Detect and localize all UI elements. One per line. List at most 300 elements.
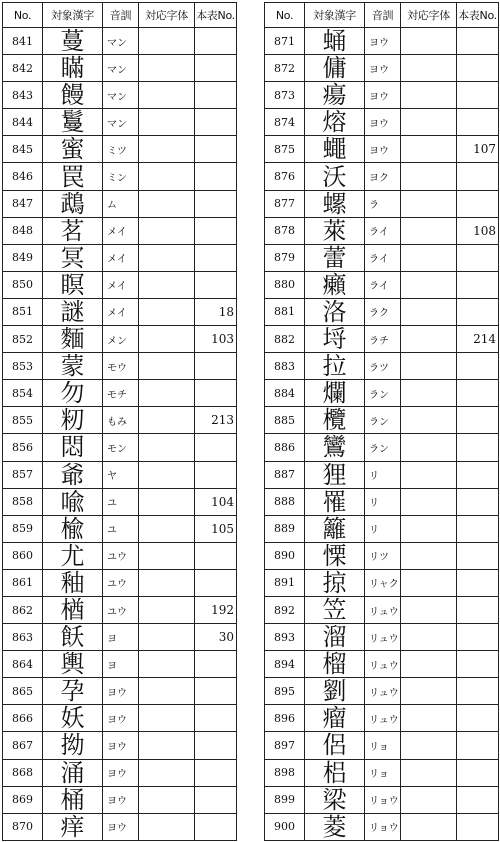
cell-no: 849 — [3, 244, 43, 271]
cell-corresponding — [401, 271, 457, 298]
cell-table-no — [195, 542, 237, 569]
cell-corresponding — [139, 569, 195, 596]
cell-kanji: 拗 — [43, 732, 103, 759]
cell-corresponding — [139, 705, 195, 732]
cell-kanji: 籬 — [305, 515, 365, 542]
cell-table-no — [195, 434, 237, 461]
cell-kanji: 鬘 — [43, 109, 103, 136]
cell-no: 898 — [265, 759, 305, 786]
table-row — [265, 380, 499, 407]
table-row — [3, 326, 237, 353]
table-row — [265, 678, 499, 705]
cell-no: 867 — [3, 732, 43, 759]
cell-corresponding — [139, 515, 195, 542]
cell-kanji: 蛹 — [305, 28, 365, 55]
cell-corresponding — [401, 28, 457, 55]
header-reading: 音訓 — [365, 3, 401, 28]
cell-corresponding — [139, 786, 195, 813]
cell-kanji: 罠 — [43, 163, 103, 190]
cell-no: 887 — [265, 461, 305, 488]
cell-kanji: 熔 — [305, 109, 365, 136]
cell-corresponding — [401, 353, 457, 380]
table-body-right — [265, 28, 499, 841]
cell-reading: リョ — [365, 732, 401, 759]
cell-reading: マン — [103, 82, 139, 109]
table-row — [265, 190, 499, 217]
cell-corresponding — [401, 759, 457, 786]
cell-table-no — [457, 624, 499, 651]
cell-table-no: 108 — [457, 217, 499, 244]
table-row — [3, 109, 237, 136]
cell-table-no — [457, 542, 499, 569]
cell-table-no — [457, 82, 499, 109]
cell-table-no — [457, 813, 499, 840]
cell-table-no — [457, 732, 499, 759]
cell-kanji: 尤 — [43, 542, 103, 569]
cell-table-no — [457, 407, 499, 434]
cell-reading: ラン — [365, 380, 401, 407]
table-row — [3, 163, 237, 190]
cell-reading: リャク — [365, 569, 401, 596]
cell-corresponding — [401, 217, 457, 244]
cell-corresponding — [401, 163, 457, 190]
cell-table-no: 18 — [195, 298, 237, 325]
cell-reading: ライ — [365, 217, 401, 244]
table-row — [265, 28, 499, 55]
cell-corresponding — [139, 326, 195, 353]
table-row — [3, 353, 237, 380]
cell-corresponding — [139, 380, 195, 407]
cell-table-no — [457, 109, 499, 136]
cell-reading: ユウ — [103, 542, 139, 569]
cell-corresponding — [401, 732, 457, 759]
table-row — [265, 542, 499, 569]
cell-kanji: 溜 — [305, 624, 365, 651]
cell-corresponding — [401, 678, 457, 705]
cell-reading: リ — [365, 515, 401, 542]
cell-reading: リュウ — [365, 651, 401, 678]
cell-reading: メン — [103, 326, 139, 353]
cell-kanji: 菱 — [305, 813, 365, 840]
table-row — [3, 461, 237, 488]
table-row — [3, 434, 237, 461]
cell-corresponding — [401, 515, 457, 542]
cell-reading: メイ — [103, 298, 139, 325]
cell-table-no — [195, 705, 237, 732]
cell-reading: リツ — [365, 542, 401, 569]
table-row — [3, 678, 237, 705]
cell-kanji: 瞞 — [43, 55, 103, 82]
cell-reading: ユ — [103, 488, 139, 515]
cell-no: 891 — [265, 569, 305, 596]
cell-kanji: 鸞 — [305, 434, 365, 461]
table-row — [265, 271, 499, 298]
cell-corresponding — [139, 488, 195, 515]
cell-table-no: 107 — [457, 136, 499, 163]
cell-no: 857 — [3, 461, 43, 488]
cell-kanji: 楡 — [43, 515, 103, 542]
cell-kanji: 萊 — [305, 217, 365, 244]
cell-reading: ミツ — [103, 136, 139, 163]
cell-kanji: 喩 — [43, 488, 103, 515]
table-row — [265, 488, 499, 515]
cell-table-no: 105 — [195, 515, 237, 542]
cell-no: 858 — [3, 488, 43, 515]
cell-no: 859 — [3, 515, 43, 542]
cell-reading: ヨ — [103, 624, 139, 651]
cell-no: 889 — [265, 515, 305, 542]
cell-no: 854 — [3, 380, 43, 407]
cell-table-no — [457, 244, 499, 271]
cell-corresponding — [401, 542, 457, 569]
cell-reading: メイ — [103, 271, 139, 298]
cell-no: 868 — [3, 759, 43, 786]
cell-kanji: 鵡 — [43, 190, 103, 217]
cell-table-no — [195, 732, 237, 759]
table-row — [3, 298, 237, 325]
cell-kanji: 螺 — [305, 190, 365, 217]
cell-reading: モウ — [103, 353, 139, 380]
cell-kanji: 痒 — [43, 813, 103, 840]
cell-kanji: 侶 — [305, 732, 365, 759]
table-body-left — [3, 28, 237, 841]
cell-no: 855 — [3, 407, 43, 434]
cell-no: 873 — [265, 82, 305, 109]
cell-no: 894 — [265, 651, 305, 678]
cell-corresponding — [401, 569, 457, 596]
cell-table-no — [457, 786, 499, 813]
cell-table-no — [457, 759, 499, 786]
cell-kanji: 蔓 — [43, 28, 103, 55]
cell-table-no — [195, 109, 237, 136]
header-table-no: 本表No. — [195, 3, 237, 28]
cell-table-no — [195, 678, 237, 705]
table-row — [3, 407, 237, 434]
cell-reading: ユウ — [103, 569, 139, 596]
cell-no: 850 — [3, 271, 43, 298]
cell-table-no — [457, 353, 499, 380]
cell-reading: メイ — [103, 217, 139, 244]
cell-table-no: 103 — [195, 326, 237, 353]
cell-no: 876 — [265, 163, 305, 190]
header-corresponding: 対応字体 — [401, 3, 457, 28]
cell-reading: リ — [365, 461, 401, 488]
cell-table-no — [457, 163, 499, 190]
cell-reading: リュウ — [365, 678, 401, 705]
cell-kanji: 榴 — [305, 651, 365, 678]
cell-corresponding — [139, 407, 195, 434]
table-row — [265, 569, 499, 596]
cell-kanji: 妖 — [43, 705, 103, 732]
table-row — [3, 28, 237, 55]
cell-table-no — [195, 82, 237, 109]
cell-kanji: 狸 — [305, 461, 365, 488]
cell-kanji: 涌 — [43, 759, 103, 786]
cell-no: 862 — [3, 596, 43, 623]
cell-corresponding — [139, 759, 195, 786]
cell-no: 866 — [3, 705, 43, 732]
table-row — [265, 515, 499, 542]
table-row — [3, 624, 237, 651]
cell-no: 865 — [3, 678, 43, 705]
cell-table-no — [195, 55, 237, 82]
cell-no: 844 — [3, 109, 43, 136]
cell-table-no: 214 — [457, 326, 499, 353]
table-row — [3, 542, 237, 569]
cell-table-no — [457, 569, 499, 596]
cell-no: 893 — [265, 624, 305, 651]
cell-corresponding — [139, 813, 195, 840]
cell-reading: モン — [103, 434, 139, 461]
cell-corresponding — [139, 136, 195, 163]
cell-corresponding — [139, 461, 195, 488]
cell-corresponding — [401, 136, 457, 163]
cell-kanji: 勿 — [43, 380, 103, 407]
table-row — [265, 651, 499, 678]
cell-corresponding — [139, 55, 195, 82]
cell-corresponding — [139, 82, 195, 109]
cell-no: 872 — [265, 55, 305, 82]
table-row — [265, 461, 499, 488]
cell-no: 860 — [3, 542, 43, 569]
table-row — [265, 55, 499, 82]
cell-reading: ライ — [365, 244, 401, 271]
table-row — [3, 759, 237, 786]
table-row — [265, 434, 499, 461]
cell-no: 880 — [265, 271, 305, 298]
header-no: No. — [3, 3, 43, 28]
cell-table-no — [195, 190, 237, 217]
table-row — [265, 109, 499, 136]
cell-no: 851 — [3, 298, 43, 325]
cell-kanji: 梠 — [305, 759, 365, 786]
kanji-table-right — [264, 2, 499, 841]
cell-reading: リュウ — [365, 624, 401, 651]
table-row — [3, 380, 237, 407]
cell-kanji: 麵 — [43, 326, 103, 353]
cell-reading: ユウ — [103, 596, 139, 623]
cell-no: 888 — [265, 488, 305, 515]
cell-table-no — [195, 569, 237, 596]
cell-corresponding — [401, 434, 457, 461]
cell-no: 842 — [3, 55, 43, 82]
cell-corresponding — [401, 596, 457, 623]
cell-kanji: 梁 — [305, 786, 365, 813]
cell-kanji: 沃 — [305, 163, 365, 190]
cell-reading: リュウ — [365, 596, 401, 623]
table-row — [265, 732, 499, 759]
cell-corresponding — [139, 542, 195, 569]
cell-kanji: 慄 — [305, 542, 365, 569]
cell-table-no — [457, 596, 499, 623]
cell-reading: ヨウ — [365, 136, 401, 163]
cell-no: 884 — [265, 380, 305, 407]
cell-reading: ヨウ — [103, 786, 139, 813]
cell-no: 845 — [3, 136, 43, 163]
cell-reading: ラン — [365, 434, 401, 461]
cell-kanji: 劉 — [305, 678, 365, 705]
cell-no: 864 — [3, 651, 43, 678]
cell-kanji: 籾 — [43, 407, 103, 434]
table-row — [3, 705, 237, 732]
cell-reading: ラ — [365, 190, 401, 217]
cell-kanji: 瘤 — [305, 705, 365, 732]
cell-table-no — [457, 515, 499, 542]
cell-kanji: 洛 — [305, 298, 365, 325]
cell-reading: モチ — [103, 380, 139, 407]
cell-reading: リョウ — [365, 813, 401, 840]
cell-no: 848 — [3, 217, 43, 244]
cell-reading: リョ — [365, 759, 401, 786]
cell-table-no — [195, 353, 237, 380]
table-row — [3, 732, 237, 759]
cell-table-no — [457, 190, 499, 217]
table-row — [265, 407, 499, 434]
cell-corresponding — [401, 326, 457, 353]
cell-table-no — [457, 651, 499, 678]
cell-reading: ラク — [365, 298, 401, 325]
cell-no: 841 — [3, 28, 43, 55]
cell-no: 892 — [265, 596, 305, 623]
cell-corresponding — [139, 163, 195, 190]
table-row — [3, 569, 237, 596]
cell-reading: ヨウ — [365, 109, 401, 136]
table-row — [265, 596, 499, 623]
cell-table-no — [195, 271, 237, 298]
cell-kanji: 悶 — [43, 434, 103, 461]
cell-no: 885 — [265, 407, 305, 434]
cell-kanji: 蒙 — [43, 353, 103, 380]
table-row — [265, 326, 499, 353]
cell-no: 856 — [3, 434, 43, 461]
cell-reading: ヤ — [103, 461, 139, 488]
cell-no: 877 — [265, 190, 305, 217]
cell-reading: ヨウ — [103, 813, 139, 840]
cell-table-no — [195, 759, 237, 786]
table-row — [265, 353, 499, 380]
table-row — [265, 298, 499, 325]
cell-corresponding — [139, 732, 195, 759]
cell-no: 861 — [3, 569, 43, 596]
cell-table-no — [457, 434, 499, 461]
cell-reading: リュウ — [365, 705, 401, 732]
cell-kanji: 飫 — [43, 624, 103, 651]
cell-table-no — [195, 813, 237, 840]
table-row — [3, 596, 237, 623]
cell-table-no: 192 — [195, 596, 237, 623]
cell-corresponding — [139, 190, 195, 217]
cell-no: 846 — [3, 163, 43, 190]
table-row — [265, 163, 499, 190]
table-row — [265, 813, 499, 840]
cell-corresponding — [139, 217, 195, 244]
table-row — [3, 217, 237, 244]
cell-no: 878 — [265, 217, 305, 244]
cell-no: 869 — [3, 786, 43, 813]
cell-corresponding — [139, 434, 195, 461]
cell-reading: ラチ — [365, 326, 401, 353]
cell-table-no — [457, 28, 499, 55]
cell-kanji: 桶 — [43, 786, 103, 813]
cell-no: 897 — [265, 732, 305, 759]
cell-reading: ヨウ — [365, 28, 401, 55]
cell-no: 882 — [265, 326, 305, 353]
cell-table-no — [457, 298, 499, 325]
cell-corresponding — [401, 786, 457, 813]
cell-table-no — [457, 705, 499, 732]
cell-table-no — [195, 136, 237, 163]
cell-kanji: 瞑 — [43, 271, 103, 298]
cell-kanji: 蕾 — [305, 244, 365, 271]
cell-corresponding — [139, 678, 195, 705]
cell-kanji: 掠 — [305, 569, 365, 596]
cell-reading: マン — [103, 28, 139, 55]
cell-corresponding — [401, 461, 457, 488]
cell-kanji: 罹 — [305, 488, 365, 515]
cell-no: 875 — [265, 136, 305, 163]
cell-table-no — [457, 55, 499, 82]
cell-no: 881 — [265, 298, 305, 325]
cell-corresponding — [401, 488, 457, 515]
cell-reading: ラン — [365, 407, 401, 434]
table-row — [3, 813, 237, 840]
cell-kanji: 爛 — [305, 380, 365, 407]
cell-table-no — [457, 380, 499, 407]
table-header-row — [3, 3, 237, 28]
cell-kanji: 輿 — [43, 651, 103, 678]
cell-reading: ミン — [103, 163, 139, 190]
table-row — [3, 786, 237, 813]
cell-reading: ム — [103, 190, 139, 217]
cell-no: 852 — [3, 326, 43, 353]
cell-table-no — [195, 244, 237, 271]
cell-kanji: 傭 — [305, 55, 365, 82]
cell-corresponding — [139, 596, 195, 623]
cell-no: 899 — [265, 786, 305, 813]
table-header-row — [265, 3, 499, 28]
cell-reading: ライ — [365, 271, 401, 298]
cell-no: 879 — [265, 244, 305, 271]
table-row — [265, 244, 499, 271]
cell-corresponding — [401, 407, 457, 434]
cell-kanji: 瘍 — [305, 82, 365, 109]
cell-table-no — [195, 217, 237, 244]
cell-corresponding — [401, 651, 457, 678]
cell-kanji: 楢 — [43, 596, 103, 623]
header-kanji: 対象漢字 — [43, 3, 103, 28]
cell-corresponding — [139, 244, 195, 271]
cell-table-no — [457, 678, 499, 705]
table-row — [3, 136, 237, 163]
cell-table-no: 104 — [195, 488, 237, 515]
cell-no: 896 — [265, 705, 305, 732]
cell-reading: リ — [365, 488, 401, 515]
cell-kanji: 饅 — [43, 82, 103, 109]
table-row — [265, 786, 499, 813]
table-row — [265, 705, 499, 732]
cell-reading: ラツ — [365, 353, 401, 380]
cell-kanji: 埒 — [305, 326, 365, 353]
kanji-table-left — [2, 2, 237, 841]
cell-reading: ヨウ — [103, 732, 139, 759]
cell-no: 863 — [3, 624, 43, 651]
table-row — [3, 651, 237, 678]
cell-corresponding — [139, 28, 195, 55]
cell-corresponding — [139, 651, 195, 678]
cell-no: 883 — [265, 353, 305, 380]
table-row — [3, 488, 237, 515]
cell-no: 890 — [265, 542, 305, 569]
